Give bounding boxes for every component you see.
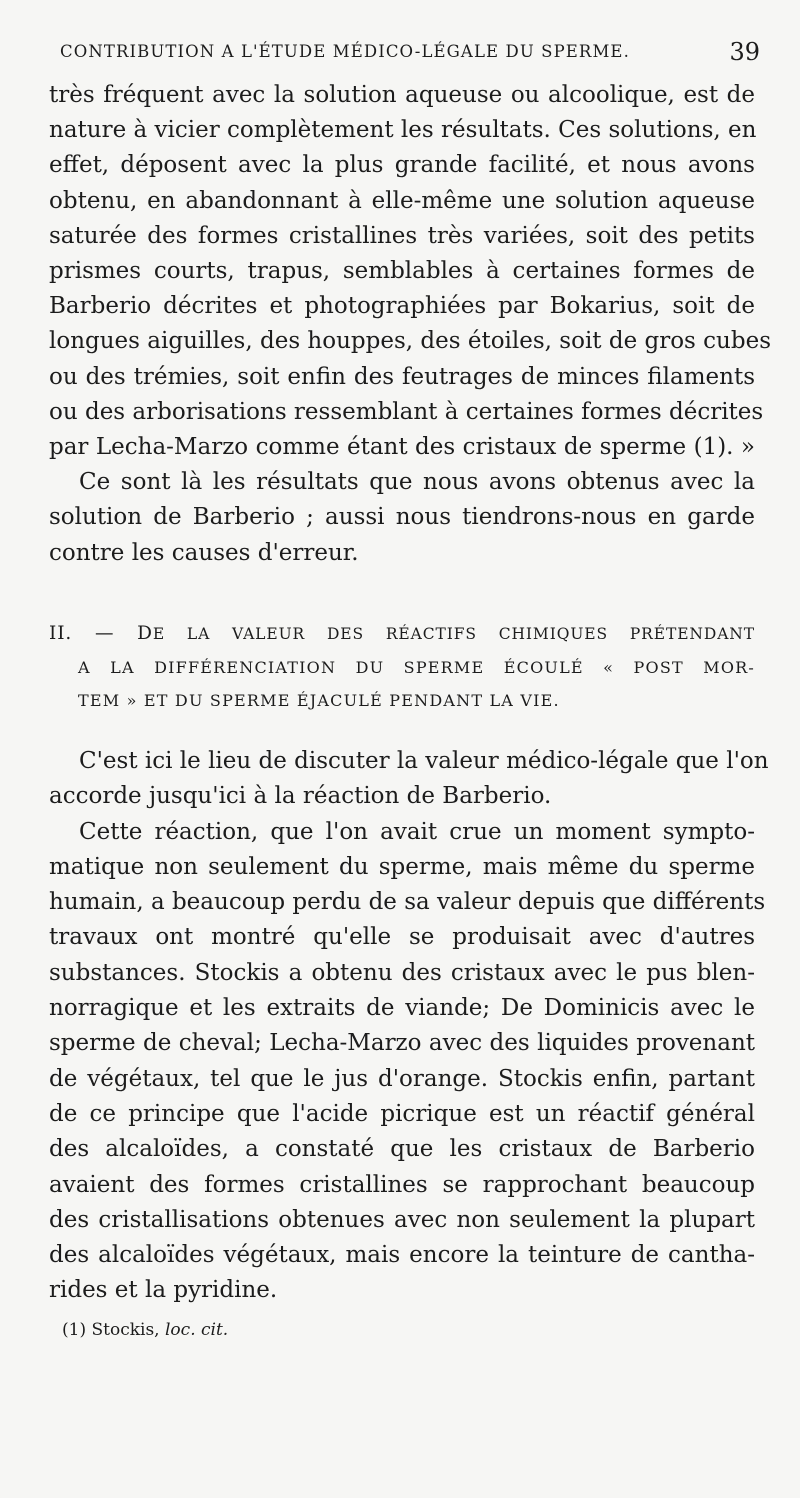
text-line: de végétaux, tel que le jus d'orange. Stockis enfin, partant: [49, 1065, 755, 1092]
text-line: accorde jusqu'ici à la réaction de Barberio.: [49, 783, 552, 810]
text-line: sperme de cheval; Lecha-Marzo avec des liquides provenant: [49, 1030, 755, 1057]
page-number: 39: [729, 38, 760, 66]
running-head: CONTRIBUTION A L'ÉTUDE MÉDICO-LÉGALE DU SPERME.: [60, 42, 630, 61]
text-line: effet, déposent avec la plus grande facilité, et nous avons: [49, 152, 755, 179]
text-line: norragique et les extraits de viande; De Dominicis avec le: [49, 995, 755, 1022]
paragraph-reaction: [49, 815, 766, 1309]
text-line: Cette réaction, que l'on avait crue un moment sympto-: [79, 818, 755, 845]
text-line: des alcaloïdes, a constaté que les cristaux de Barberio: [49, 1136, 755, 1163]
text-line: humain, a beaucoup perdu de sa valeur depuis que différents: [49, 889, 766, 916]
text-line: par Lecha-Marzo comme étant des cristaux de sperme (1). »: [49, 434, 755, 461]
text-line: C'est ici le lieu de discuter la valeur médico-légale que l'on: [79, 748, 769, 774]
footnote: [62, 1320, 228, 1340]
text-line: très fréquent avec la solution aqueuse ou alcoolique, est de: [49, 82, 755, 108]
upper-text-block: [49, 78, 772, 571]
text-line: Ce sont là les résultats que nous avons obtenus avec la: [79, 469, 755, 496]
footnote-citation: loc. cit.: [165, 1320, 229, 1340]
lower-text-block: [49, 744, 769, 1309]
text-line: longues aiguilles, des houppes, des étoiles, soit de gros cubes: [49, 328, 772, 355]
text-line: travaux ont montré qu'elle se produisait avec d'autres: [49, 924, 755, 951]
paragraph-discussion: [49, 744, 769, 815]
text-line: ou des trémies, soit enfin des feutrages de minces filaments: [49, 363, 755, 390]
section-heading-line: A LA DIFFÉRENCIATION DU SPERME ÉCOULÉ « POST MOR-: [78, 658, 755, 677]
text-line: Barberio décrites et photographiées par Bokarius, soit de: [49, 293, 755, 320]
text-line: matique non seulement du sperme, mais même du sperme: [49, 853, 755, 880]
footnote-marker: (1) Stockis,: [62, 1320, 165, 1340]
text-line: ou des arborisations ressemblant à certaines formes décrites: [49, 398, 764, 425]
text-line: nature à vicier complètement les résultats. Ces solutions, en: [49, 117, 757, 144]
text-line: solution de Barberio ; aussi nous tiendrons-nous en garde: [49, 504, 755, 531]
text-line: des alcaloïdes végétaux, mais encore la teinture de cantha-: [49, 1242, 755, 1269]
text-line: saturée des formes cristallines très variées, soit des petits: [49, 222, 755, 249]
text-line: prismes courts, trapus, semblables à certaines formes de: [49, 258, 755, 285]
text-line: des cristallisations obtenues avec non seulement la plupart: [49, 1206, 755, 1233]
paragraph-quote-continuation: [49, 78, 772, 465]
section-heading-line: II. — DE LA VALEUR DES RÉACTIFS CHIMIQUES PRÉTENDANT: [49, 623, 755, 644]
text-line: substances. Stockis a obtenu des cristaux avec le pus blen-: [49, 959, 755, 986]
text-line: contre les causes d'erreur.: [49, 539, 359, 566]
paragraph-results: [49, 465, 755, 571]
page-header: [60, 38, 760, 70]
text-line: obtenu, en abandonnant à elle-même une solution aqueuse: [49, 187, 755, 214]
section-heading: [49, 617, 755, 717]
text-line: de ce principe que l'acide picrique est un réactif général: [49, 1100, 755, 1127]
text-line: rides et la pyridine.: [49, 1277, 278, 1304]
text-line: avaient des formes cristallines se rapprochant beaucoup: [49, 1171, 755, 1198]
section-heading-line: TEM » ET DU SPERME ÉJACULÉ PENDANT LA VIE.: [78, 691, 560, 710]
